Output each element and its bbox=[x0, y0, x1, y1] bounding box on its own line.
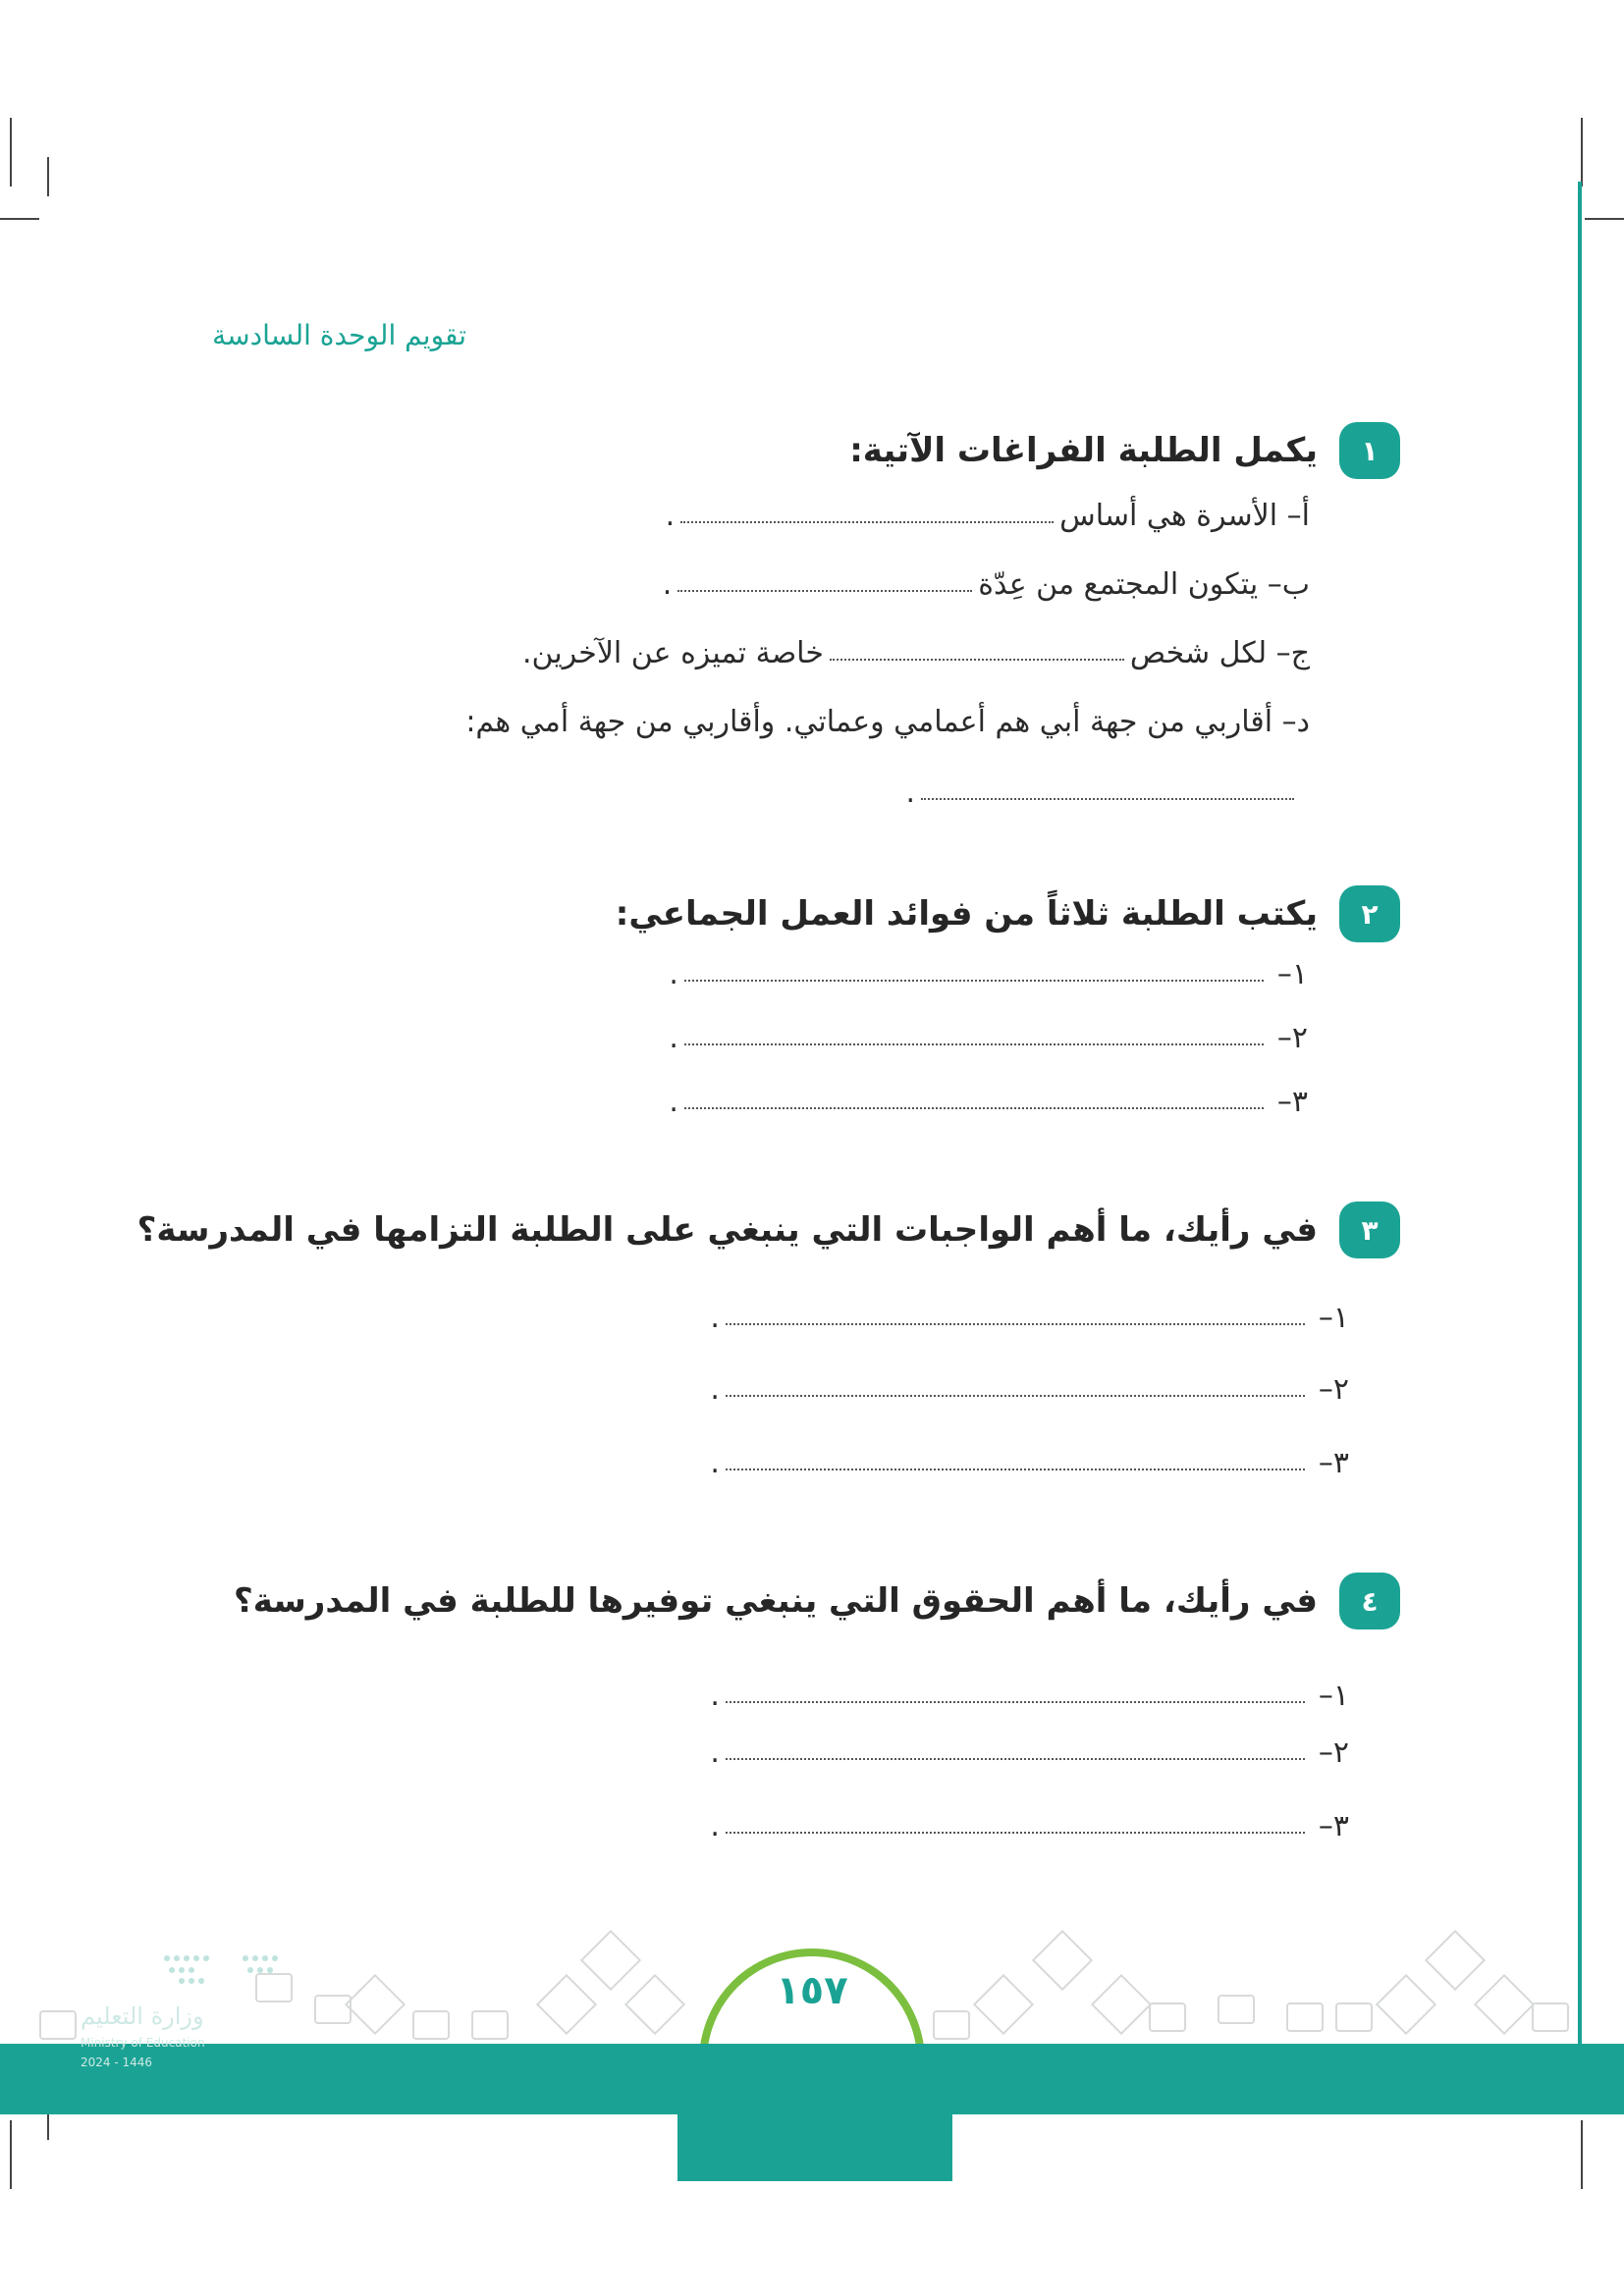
decorative-diamond bbox=[1091, 1974, 1152, 2035]
answer-number: ١– bbox=[1318, 1679, 1349, 1713]
crop-mark bbox=[1585, 218, 1624, 220]
decorative-square bbox=[471, 2010, 509, 2040]
answer-blank[interactable] bbox=[684, 1034, 1264, 1045]
blank-prefix: ب– يتكون المجتمع من عِدّة bbox=[978, 567, 1310, 602]
decorative-square bbox=[1532, 2002, 1569, 2032]
answer-line bbox=[710, 1809, 1349, 1843]
decorative-diamond bbox=[580, 1930, 641, 1991]
decorative-diamond bbox=[624, 1974, 685, 2035]
answer-number: ٣– bbox=[1318, 1446, 1349, 1480]
answer-line bbox=[669, 957, 1308, 991]
crop-mark bbox=[1581, 118, 1583, 187]
question-title: يكتب الطلبة ثلاثاً من فوائد العمل الجماعي: bbox=[615, 894, 1318, 934]
answer-period: . bbox=[710, 1735, 720, 1770]
blank-prefix: د– أقاربي من جهة أبي هم أعمامي وعماتي. وأقاربي من جهة أمي هم: bbox=[465, 705, 1310, 739]
answer-line bbox=[710, 1446, 1349, 1480]
page-number: ١٥٧ bbox=[776, 1968, 848, 2013]
ministry-logo-year: 2024 - 1446 bbox=[81, 2056, 153, 2069]
answer-period: . bbox=[669, 1021, 678, 1055]
blank-suffix: . bbox=[905, 775, 915, 810]
answer-period: . bbox=[669, 957, 678, 991]
answer-blank[interactable] bbox=[684, 1097, 1264, 1109]
blank-suffix: . bbox=[665, 499, 676, 533]
crop-mark bbox=[47, 157, 49, 196]
fill-blank-a bbox=[666, 499, 1310, 533]
answer-period: . bbox=[710, 1446, 720, 1480]
answer-blank[interactable] bbox=[677, 580, 972, 592]
decorative-square bbox=[1218, 1995, 1255, 2024]
decorative-diamond bbox=[973, 1974, 1034, 2035]
question-title: في رأيك، ما أهم الحقوق التي ينبغي توفيرها للطلبة في المدرسة؟ bbox=[234, 1581, 1318, 1621]
question-number-badge: ١ bbox=[1339, 422, 1400, 479]
answer-period: . bbox=[710, 1372, 720, 1407]
decorative-diamond bbox=[1376, 1974, 1436, 2035]
page-edge-rule bbox=[1578, 182, 1582, 2047]
ministry-logo-text: وزارة التعليم bbox=[81, 2002, 204, 2030]
decorative-diamond bbox=[1032, 1930, 1093, 1991]
crop-mark bbox=[1581, 2120, 1583, 2189]
answer-line bbox=[710, 1735, 1349, 1770]
answer-blank[interactable] bbox=[921, 788, 1294, 800]
answer-blank[interactable] bbox=[726, 1822, 1305, 1834]
answer-number: ٣– bbox=[1276, 1085, 1308, 1119]
answer-blank[interactable] bbox=[726, 1459, 1305, 1470]
answer-blank[interactable] bbox=[726, 1385, 1305, 1397]
footer-band-overlap bbox=[677, 2044, 952, 2181]
answer-line bbox=[669, 1085, 1308, 1119]
answer-blank[interactable] bbox=[726, 1313, 1305, 1325]
decorative-diamond bbox=[345, 1974, 406, 2035]
ministry-logo-dots-icon bbox=[157, 1949, 295, 1988]
answer-period: . bbox=[710, 1301, 720, 1335]
answer-period: . bbox=[710, 1809, 720, 1843]
question-1-heading bbox=[849, 422, 1400, 479]
decorative-diamond bbox=[1474, 1974, 1535, 2035]
decorative-square bbox=[1335, 2002, 1373, 2032]
crop-mark bbox=[10, 2120, 12, 2189]
answer-number: ٢– bbox=[1276, 1021, 1308, 1055]
answer-blank[interactable] bbox=[830, 649, 1124, 661]
decorative-square bbox=[1286, 2002, 1324, 2032]
answer-number: ٢– bbox=[1318, 1372, 1349, 1407]
question-3-heading bbox=[137, 1201, 1400, 1258]
question-2-heading bbox=[616, 885, 1400, 942]
blank-suffix: خاصة تميزه عن الآخرين. bbox=[522, 636, 824, 670]
answer-blank[interactable] bbox=[680, 511, 1054, 523]
decorative-diamond bbox=[536, 1974, 597, 2035]
decorative-square bbox=[314, 1995, 352, 2024]
answer-period: . bbox=[710, 1679, 720, 1713]
decorative-square bbox=[933, 2010, 970, 2040]
crop-mark bbox=[10, 118, 12, 187]
blank-prefix: أ– الأسرة هي أساس bbox=[1059, 499, 1310, 533]
question-number-badge: ٤ bbox=[1339, 1573, 1400, 1629]
blank-suffix: . bbox=[662, 567, 673, 602]
answer-line bbox=[669, 1021, 1308, 1055]
decorative-square bbox=[412, 2010, 450, 2040]
answer-number: ١– bbox=[1318, 1301, 1349, 1335]
decorative-square bbox=[39, 2010, 77, 2040]
answer-line bbox=[710, 1301, 1349, 1335]
answer-number: ٢– bbox=[1318, 1735, 1349, 1770]
answer-blank[interactable] bbox=[684, 970, 1264, 982]
answer-number: ١– bbox=[1276, 957, 1308, 991]
answer-number: ٣– bbox=[1318, 1809, 1349, 1843]
decorative-square bbox=[1149, 2002, 1186, 2032]
unit-review-title: تقويم الوحدة السادسة bbox=[212, 319, 466, 351]
decorative-diamond bbox=[1425, 1930, 1486, 1991]
crop-mark bbox=[0, 218, 39, 220]
fill-blank-b bbox=[663, 567, 1310, 602]
fill-blank-d bbox=[465, 705, 1310, 739]
answer-period: . bbox=[669, 1085, 678, 1119]
question-4-heading bbox=[234, 1573, 1400, 1629]
question-title: في رأيك، ما أهم الواجبات التي ينبغي على الطلبة التزامها في المدرسة؟ bbox=[136, 1210, 1318, 1250]
question-number-badge: ٣ bbox=[1339, 1201, 1400, 1258]
answer-blank[interactable] bbox=[726, 1748, 1305, 1760]
fill-blank-d-answer bbox=[905, 775, 1300, 810]
answer-blank[interactable] bbox=[726, 1691, 1305, 1703]
question-number-badge: ٢ bbox=[1339, 885, 1400, 942]
answer-line bbox=[710, 1372, 1349, 1407]
answer-line bbox=[710, 1679, 1349, 1713]
ministry-logo-sub: Ministry of Education bbox=[81, 2036, 205, 2050]
question-title: يكمل الطلبة الفراغات الآتية: bbox=[849, 431, 1318, 470]
blank-prefix: ج– لكل شخص bbox=[1129, 636, 1310, 670]
fill-blank-c bbox=[522, 636, 1310, 670]
